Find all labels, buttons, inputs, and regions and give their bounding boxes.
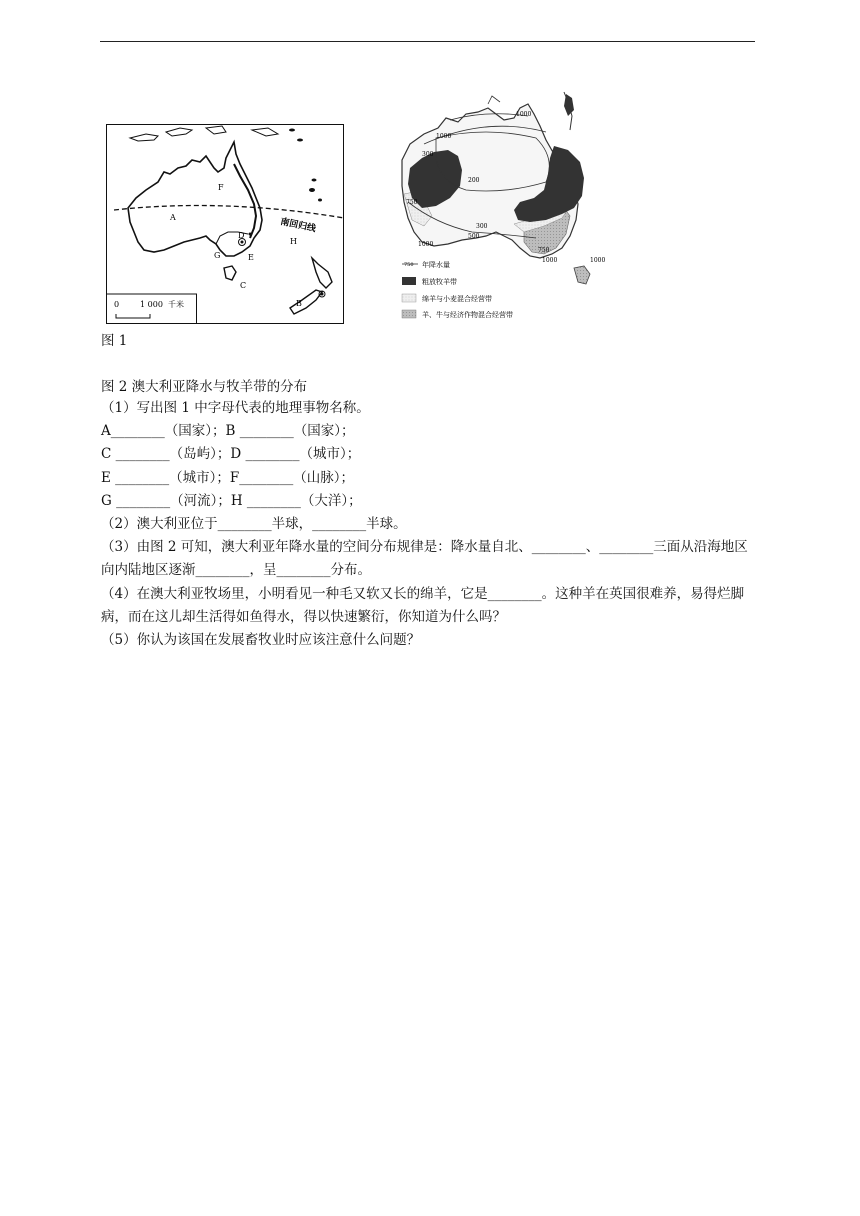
question-4: （4）在澳大利亚牧场里，小明看见一种毛又软又长的绵羊，它是________。这种羊在英国很难养，易得烂脚病，而在这儿却生活得如鱼得水，得以快速繁衍，你知道为什么吗？ (101, 585, 745, 625)
letter-c: C (240, 281, 247, 290)
questions (101, 397, 761, 652)
figure2-map (396, 86, 640, 324)
svg-text:500: 500 (468, 233, 480, 240)
letter-a: A (170, 213, 176, 222)
letter-e: E (248, 253, 254, 262)
figure1-caption: 图 1 (101, 333, 128, 349)
question-3: （3）由图 2 可知，澳大利亚年降水量的空间分布规律是：降水量自北、________、________三面从沿海地区向内陆地区逐渐________，呈________分布。 (101, 539, 748, 579)
question-1-e-f: E ________（城市）；F________（山脉）； (101, 469, 355, 486)
svg-text:300: 300 (476, 223, 488, 230)
question-1-a-b: A________（国家）；B ________（国家）； (101, 423, 355, 440)
figure2-caption: 图 2 澳大利亚降水与牧羊带的分布 (101, 379, 308, 395)
svg-text:300: 300 (422, 151, 434, 158)
question-1: （1）写出图 1 中字母代表的地理事物名称。 (101, 400, 370, 416)
scale-distance: 1 000 (140, 300, 163, 309)
svg-text:1000: 1000 (418, 241, 434, 248)
legend-isohyet: 年降水量 (422, 261, 450, 269)
question-1-g-h: G ________（河流）；H ________（大洋）； (101, 492, 362, 509)
letter-g: G (214, 251, 221, 260)
letter-d: D (238, 231, 245, 240)
scale-unit: 千米 (168, 300, 184, 309)
letter-f: F (218, 183, 224, 192)
svg-text:1000: 1000 (590, 257, 606, 264)
scale-zero: 0 (114, 300, 120, 309)
question-5: （5）你认为该国在发展畜牧业时应该注意什么问题？ (101, 632, 421, 649)
tropic-label: 南回归线 (279, 216, 317, 234)
svg-text:750: 750 (538, 247, 550, 254)
legend-cattle-crops: 羊、牛与经济作物混合经营带 (422, 311, 513, 319)
svg-text:750: 750 (406, 199, 418, 206)
svg-text:1000: 1000 (516, 111, 532, 118)
svg-text:1000: 1000 (436, 133, 452, 140)
svg-text:200: 200 (468, 177, 480, 184)
legend-extensive: 粗放牧羊带 (422, 278, 457, 286)
svg-text:1000: 1000 (542, 257, 558, 264)
letter-h: H (290, 237, 297, 246)
letter-b: B (296, 299, 302, 308)
legend-isohyet-sample: 750 (404, 262, 414, 268)
figure1-map (106, 124, 344, 324)
question-2: （2）澳大利亚位于________半球，________半球。 (101, 516, 407, 533)
legend-wheat-sheep: 绵羊与小麦混合经营带 (422, 295, 492, 303)
header-rule (100, 41, 755, 42)
question-1-c-d: C ________（岛屿）；D ________（城市）； (101, 446, 361, 463)
